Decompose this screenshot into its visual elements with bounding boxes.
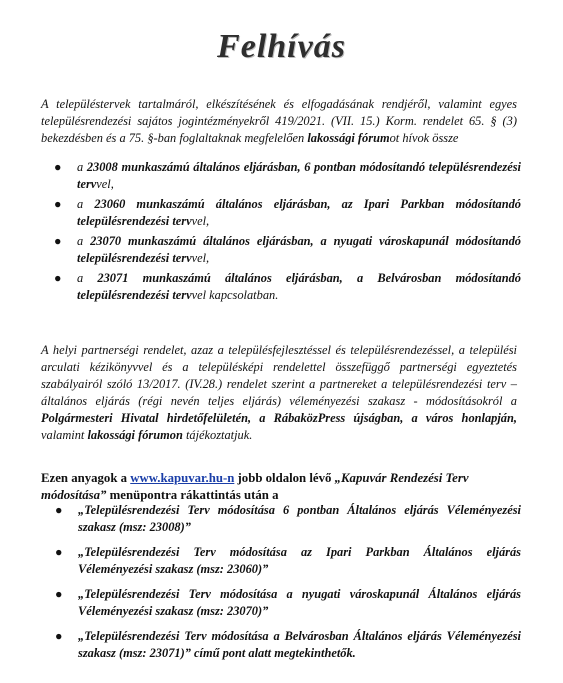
links-paragraph xyxy=(41,470,521,504)
bullet-icon: ● xyxy=(54,234,62,248)
plan-pre: a xyxy=(77,197,95,211)
plan-list-item xyxy=(41,196,521,230)
bullet-icon: ● xyxy=(55,587,63,601)
document-list-item xyxy=(41,586,521,620)
document-list-item xyxy=(41,502,521,536)
plan-post: vel, xyxy=(96,177,114,191)
plan-pre: a xyxy=(77,234,91,248)
website-link[interactable]: www.kapuvar.hu-n xyxy=(130,470,235,485)
partner-text: tájékoztatjuk. xyxy=(182,428,253,443)
intro-end: ot hívok össze xyxy=(389,131,459,146)
document-list xyxy=(41,502,521,670)
bullet-icon: ● xyxy=(55,545,63,559)
plan-pre: a xyxy=(77,271,98,285)
bullet-icon: ● xyxy=(54,197,62,211)
plan-post: vel kapcsolatban. xyxy=(191,288,279,302)
bullet-icon: ● xyxy=(54,160,62,174)
partner-bold: lakossági fórumon xyxy=(87,428,183,443)
partner-bold: Polgármesteri Hivatal hirdetőfelületén, a RábaközPress újságban, a város honlapján, xyxy=(41,411,517,426)
plan-post: vel, xyxy=(191,251,210,265)
document-list-item xyxy=(41,628,521,662)
intro-text: A településtervek tartalmáról, elkészítésének és elfogadásának rendjéről, valamint egyes településrendezési sajátos jogintézményekről 419/2021. (VII. 15.) Korm. rendelet 65. § (3) bekezdésben és a 75. §-ban foglaltaknak megfelelően xyxy=(41,97,517,146)
links-text: jobb oldalon lévő xyxy=(234,470,335,485)
bullet-icon: ● xyxy=(54,271,62,285)
plan-pre: a xyxy=(77,160,87,174)
links-text: Ezen anyagok a xyxy=(41,470,131,485)
plan-list-item xyxy=(41,270,521,304)
document-title: „Településrendezési Terv módosítása a nyugati városkapunál Általános eljárás Véleményezési szakasz (msz: 23070)” xyxy=(78,587,521,618)
page-title: Felhívás xyxy=(217,28,346,65)
plan-bold: 23070 munkaszámú általános eljárásban, a nyugati városkapunál módosítandó településrendezési terv xyxy=(77,234,521,265)
intro-bold: lakossági fórum xyxy=(307,131,390,146)
plan-bold: 23071 munkaszámú általános eljárásban, a Belvárosban módosítandó településrendezési terv xyxy=(77,271,521,302)
plan-list-item xyxy=(41,233,521,267)
plan-list xyxy=(41,159,521,307)
bullet-icon: ● xyxy=(55,503,63,517)
document-title: „Településrendezési Terv módosítása a Belvárosban Általános eljárás Véleményezési szakasz (msz: 23071)” című pont alatt megtekinthetők. xyxy=(78,629,521,660)
links-text: menüpontra rákattintás után a xyxy=(106,487,279,502)
partner-text: A helyi partnerségi rendelet, azaz a településfejlesztéssel és településrendezéssel, a települési arculati kézikönyvvel és a településképi rendelettel összefüggő partnerségi egyeztetés szabályairól szóló 13/2017. (IV.28.) rendelet szerint a partnereket a településrendezési terv – általános eljárás (régi nevén teljes eljárás) véleményezési szakasz - módosításokról a xyxy=(41,343,517,409)
bullet-icon: ● xyxy=(55,629,63,643)
menu-name: „Kapuvár Rendezési Terv módosítása” xyxy=(41,470,469,502)
partner-paragraph xyxy=(41,342,517,444)
plan-bold: 23060 munkaszámú általános eljárásban, az Ipari Parkban módosítandó településrendezési terv xyxy=(77,197,521,228)
document-list-item xyxy=(41,544,521,578)
plan-list-item xyxy=(41,159,521,193)
intro-paragraph xyxy=(41,96,517,147)
document-title: „Településrendezési Terv módosítása 6 pontban Általános eljárás Véleményezési szakasz (msz: 23008)” xyxy=(78,503,521,534)
plan-bold: 23008 munkaszámú általános eljárásban, 6 pontban módosítandó településrendezési terv xyxy=(77,160,521,191)
plan-post: vel, xyxy=(191,214,210,228)
partner-text: valamint xyxy=(41,428,88,443)
document-title: „Településrendezési Terv módosítása az Ipari Parkban Általános eljárás Véleményezési szakasz (msz: 23060)” xyxy=(78,545,521,576)
